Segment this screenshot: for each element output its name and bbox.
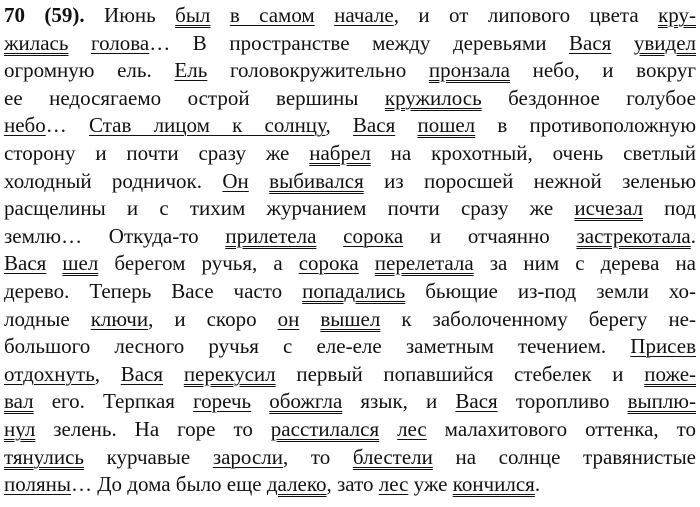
text-segment: землю… Откуда-то (4, 223, 226, 248)
exercise-number: 70 (59). (4, 3, 85, 27)
text-segment: бездонное голубое (481, 85, 696, 110)
text-segment: лодные (4, 306, 91, 331)
text-segment (46, 251, 62, 275)
predicate-underlined: нул (4, 417, 36, 441)
text-segment: зелень. На горе то (35, 417, 271, 441)
predicate-underlined: поже- (644, 361, 696, 386)
text-segment: за ним с дерева на (473, 251, 696, 276)
subject-underlined: сорока (298, 251, 359, 276)
subject-underlined: лес (378, 472, 409, 497)
text-segment: Июнь (84, 3, 176, 27)
subject-underlined: Став лицом к солнцу (88, 113, 326, 138)
predicate-underlined: исчезал (574, 196, 643, 221)
subject-underlined: лес (397, 417, 427, 441)
text-segment: и отчаянно (403, 223, 577, 248)
predicate-underlined: кружилось (384, 85, 482, 110)
text-segment: , (325, 113, 353, 138)
text-segment: уже (408, 472, 453, 497)
text-segment: , и скоро (148, 306, 278, 331)
subject-underlined: он (277, 306, 300, 331)
text-segment (251, 389, 269, 413)
text-segment (210, 3, 229, 27)
subject-underlined: голова (91, 30, 150, 55)
predicate-underlined: кру- (658, 3, 696, 27)
text-segment: под (642, 196, 696, 221)
text-segment (611, 31, 634, 55)
subject-underlined: начале (334, 3, 394, 27)
text-segment (163, 362, 184, 386)
text-segment: язык, и (342, 389, 456, 414)
predicate-underlined: пронзала (428, 58, 510, 83)
text-segment (379, 417, 397, 441)
text-line (4, 471, 696, 503)
subject-underlined: в самом (229, 3, 315, 27)
predicate-underlined: выбивался (269, 168, 364, 193)
text-segment: его. Терпкая (33, 389, 194, 414)
text-segment: расщелины и с тихим журчанием почти сразу же (4, 196, 575, 221)
predicate-underlined: шел (62, 251, 99, 276)
text-segment: , то (283, 444, 353, 469)
text-segment: курчавые (84, 444, 213, 469)
text-segment (299, 307, 320, 331)
text-segment (316, 224, 343, 248)
text-segment: в противоположную (475, 113, 696, 138)
subject-underlined: ключи (90, 306, 149, 331)
text-segment (315, 3, 334, 27)
subject-underlined: Вася (4, 251, 47, 276)
text-segment: … В пространстве между деревьями (149, 30, 569, 55)
text-segment: сторону и почти сразу же (4, 141, 310, 165)
text-segment: на солнце травянистые (432, 444, 696, 469)
subject-underlined: Ель (174, 58, 208, 83)
text-segment: торопливо (497, 389, 628, 414)
subject-underlined: Вася (455, 389, 498, 414)
predicate-underlined: выплю- (627, 389, 696, 414)
text-segment: небо, и вокруг (509, 58, 696, 83)
text-segment: , и от липового цвета (393, 3, 659, 27)
text-segment (68, 31, 91, 55)
predicate-underlined: был (175, 3, 211, 27)
predicate-underlined: обожгла (269, 389, 343, 414)
text-segment (249, 169, 269, 193)
text-segment: из поросшей нежной зеленью (363, 168, 696, 193)
predicate-underlined: перелетала (374, 251, 474, 276)
text-segment: на крохотный, очень светлый (370, 141, 696, 165)
predicate-underlined: увидел (633, 30, 696, 55)
text-segment: малахитового оттенка, то (426, 417, 696, 441)
predicate-underlined: пошел (417, 113, 476, 138)
subject-underlined: поляны (4, 472, 71, 497)
subject-underlined: Присев (630, 334, 696, 359)
predicate-underlined: жилась (4, 30, 69, 55)
predicate-underlined: перекусил (183, 361, 276, 386)
predicate-underlined: вал (4, 389, 34, 414)
text-segment: головокружительно (207, 58, 429, 83)
subject-underlined: Вася (569, 30, 612, 55)
text-segment: … (45, 113, 89, 138)
subject-underlined: Он (222, 168, 249, 193)
text-segment: . (534, 472, 541, 497)
text-segment: , (94, 361, 121, 386)
predicate-underlined: кончился (452, 472, 535, 497)
subject-underlined: сорока (343, 223, 404, 248)
predicate-underlined: набрел (309, 141, 371, 165)
predicate-underlined: тянулись (4, 444, 84, 469)
text-segment: большого лесного ручья с еле-еле заметным течением. (4, 334, 631, 359)
text-segment: , зато (326, 472, 379, 497)
subject-underlined: заросли (212, 444, 283, 469)
text-segment (395, 113, 417, 137)
predicate-underlined: попадались (302, 279, 406, 303)
subject-underlined: небо (4, 113, 46, 138)
text-segment: огромную ель. (4, 58, 175, 83)
text-segment: . (690, 223, 696, 248)
text-segment: первый попавшийся стебелек и (275, 361, 645, 386)
predicate-underlined: блестели (352, 444, 433, 469)
text-segment: бьющие из-под земли хо- (405, 279, 696, 303)
text-segment: холодный родничок. (4, 168, 223, 193)
predicate-underlined: застрекотала (576, 223, 691, 248)
text-segment: … До дома было еще (70, 472, 267, 497)
text-segment: дерево. Теперь Васе часто (4, 279, 303, 303)
predicate-underlined: далеко (266, 472, 327, 497)
predicate-underlined: расстилался (270, 417, 380, 441)
subject-underlined: отдохнуть (4, 361, 95, 386)
text-segment: ее недосягаемо острой вершины (4, 85, 385, 110)
text-segment (359, 251, 375, 275)
text-segment: к заболоченному берегу не- (380, 306, 696, 331)
predicate-underlined: прилетела (225, 223, 317, 248)
text-segment: берегом ручья, а (98, 251, 299, 276)
subject-underlined: Вася (120, 361, 164, 386)
subject-underlined: горечь (193, 389, 252, 414)
subject-underlined: Вася (352, 113, 396, 138)
predicate-underlined: вышел (320, 306, 381, 331)
